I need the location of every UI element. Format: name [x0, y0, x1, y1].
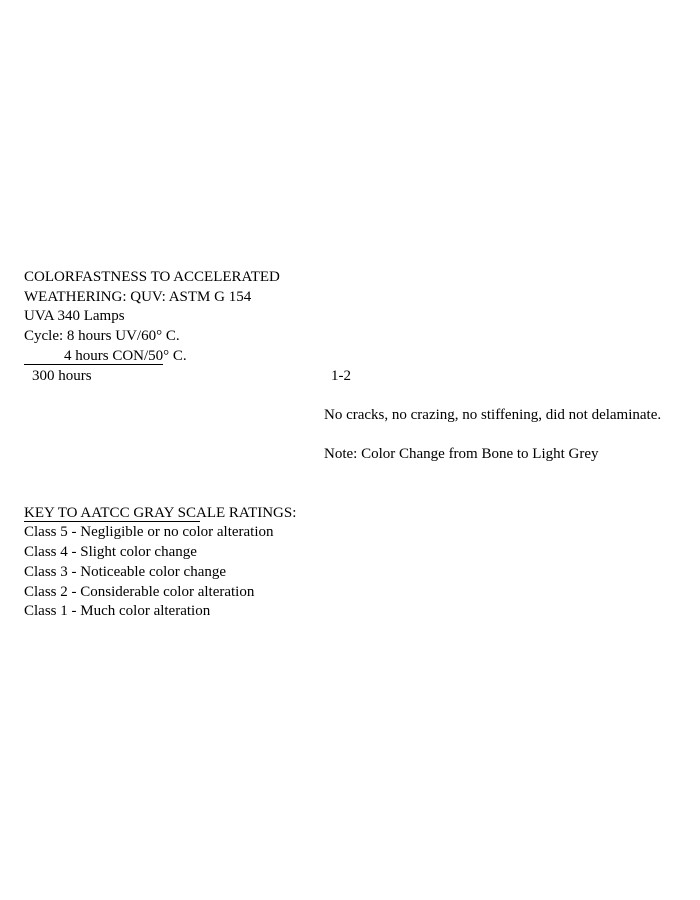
key-heading: KEY TO AATCC GRAY SCALE RATINGS:: [24, 505, 297, 521]
color-change-note: Note: Color Change from Bone to Light Grey: [324, 446, 599, 462]
key-class-5: Class 5 - Negligible or no color alteration: [24, 524, 274, 540]
observation-text: No cracks, no crazing, no stiffening, did not delaminate.: [324, 407, 662, 423]
key-class-1: Class 1 - Much color alteration: [24, 603, 211, 619]
test-duration: 300 hours: [32, 368, 92, 384]
test-rating: 1-2: [331, 368, 351, 384]
key-class-2: Class 2 - Considerable color alteration: [24, 584, 255, 600]
test-title-line-1: COLORFASTNESS TO ACCELERATED: [24, 269, 280, 285]
cycle-con: 4 hours CON/50° C.: [64, 348, 187, 364]
lamp-type: UVA 340 Lamps: [24, 308, 125, 324]
key-class-4: Class 4 - Slight color change: [24, 544, 197, 560]
cycle-uv: Cycle: 8 hours UV/60° C.: [24, 328, 180, 344]
test-title-line-2: WEATHERING: QUV: ASTM G 154: [24, 289, 252, 305]
key-class-3: Class 3 - Noticeable color change: [24, 564, 227, 580]
cycle-underline: [24, 364, 163, 365]
